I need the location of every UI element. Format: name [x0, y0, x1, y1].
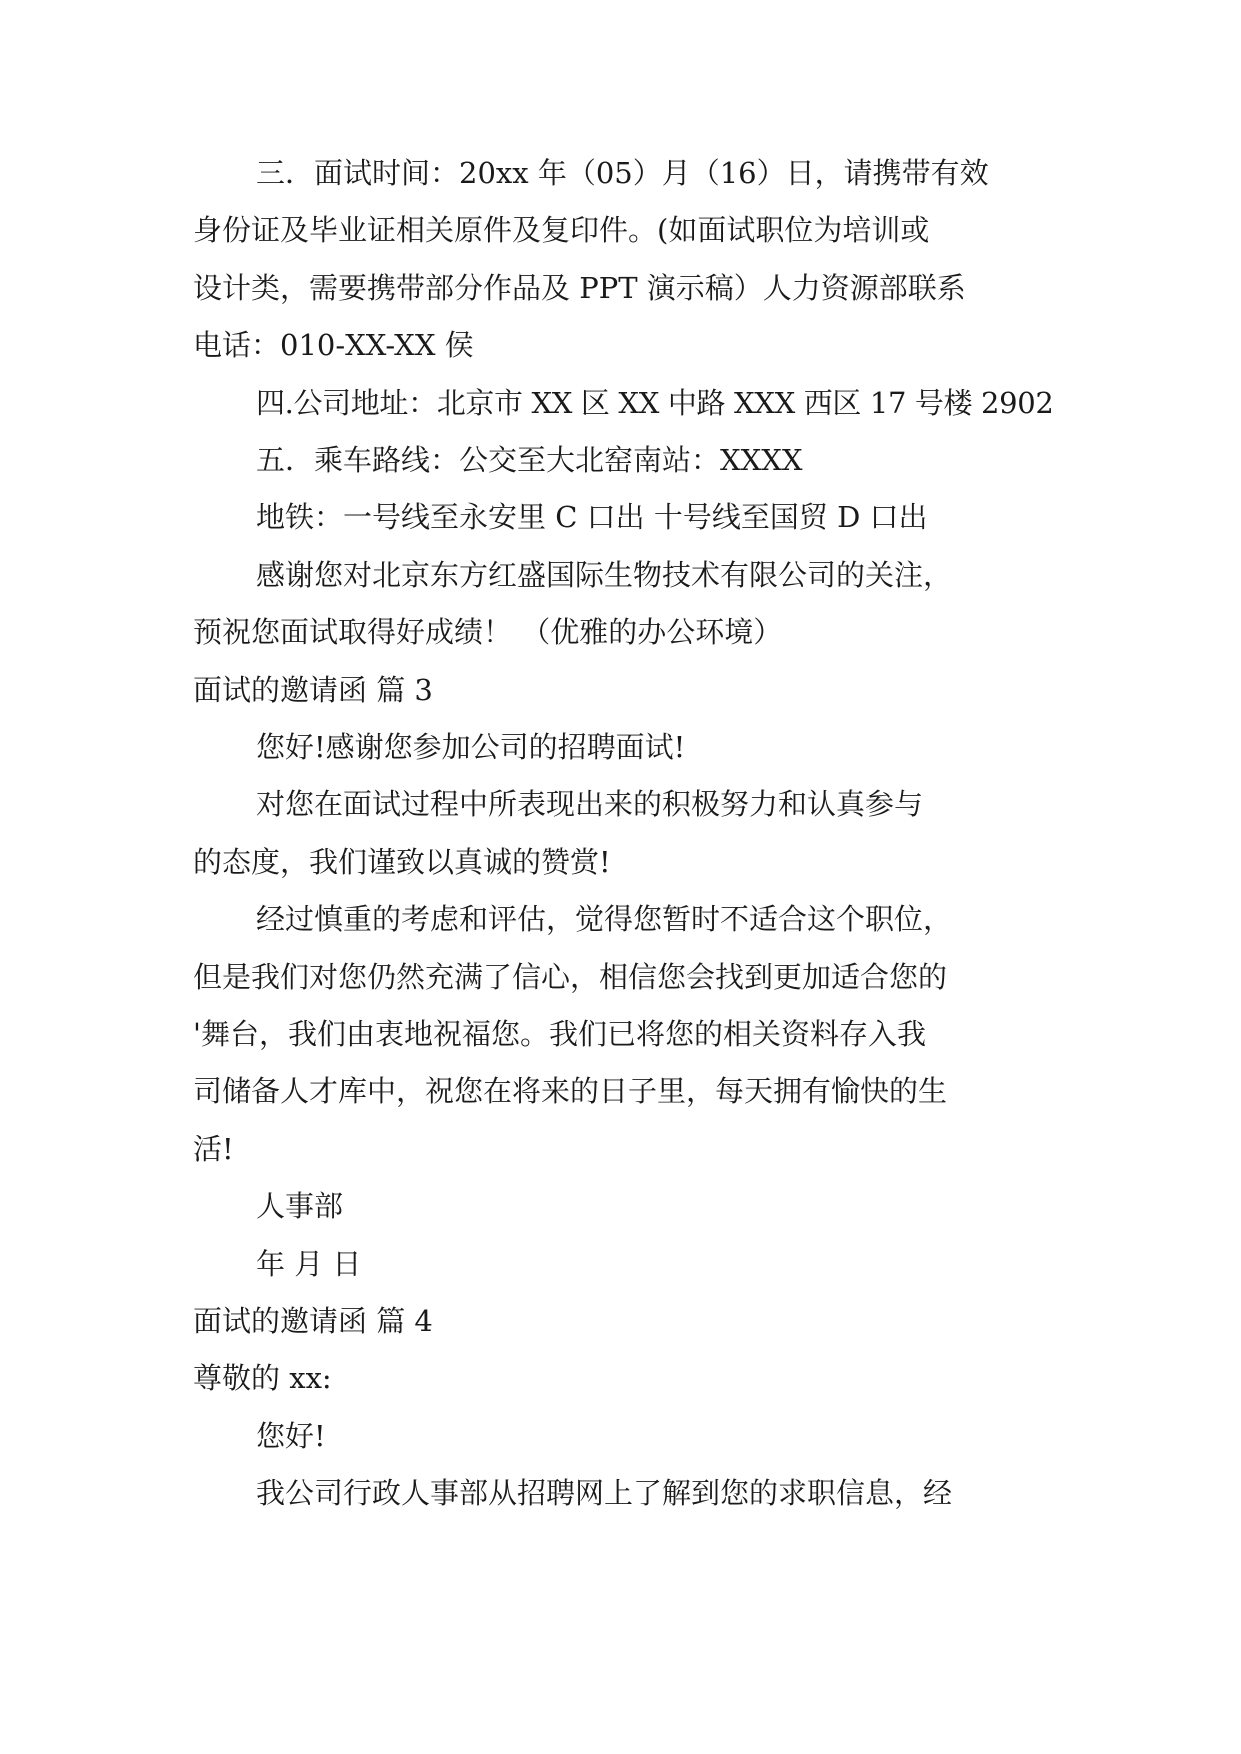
document-line: '舞台，我们由衷地祝福您。我们已将您的相关资料存入我: [193, 1017, 926, 1051]
document-line: 活!: [193, 1131, 234, 1166]
document-line: 经过慎重的考虑和评估，觉得您暂时不适合这个职位，: [256, 902, 953, 937]
document-line: 年 月 日: [256, 1246, 362, 1281]
document-line: 您好!感谢您参加公司的招聘面试!: [256, 730, 686, 764]
document-line: 面试的邀请函 篇 3: [193, 672, 433, 707]
document-line: 身份证及毕业证相关原件及复印件。(如面试职位为培训或: [193, 213, 930, 248]
document-line: 我公司行政人事部从招聘网上了解到您的求职信息，经: [256, 1476, 953, 1511]
document-line: 您好!: [256, 1418, 326, 1453]
document-line: 人事部: [256, 1189, 344, 1224]
document-line: 尊敬的 xx:: [193, 1361, 332, 1396]
document-line: 四.公司地址：北京市 XX 区 XX 中路 XXX 西区 17 号楼 2902: [256, 385, 1054, 420]
document-line: 五．乘车路线：公交至大北窑南站：XXXX: [256, 443, 803, 477]
document-line: 预祝您面试取得好成绩！ （优雅的办公环境）: [193, 615, 783, 650]
document-line: 设计类，需要携带部分作品及 PPT 演示稿）人力资源部联系: [193, 270, 966, 305]
document-line: 但是我们对您仍然充满了信心，相信您会找到更加适合您的: [193, 959, 948, 994]
document-line: 面试的邀请函 篇 4: [193, 1304, 433, 1338]
document-line: 司储备人才库中，祝您在将来的日子里，每天拥有愉快的生: [193, 1074, 948, 1109]
document-line: 地铁：一号线至永安里 C 口出 十号线至国贸 D 口出: [256, 500, 928, 535]
document-line: 的态度，我们谨致以真诚的赞赏!: [193, 844, 611, 879]
document-line: 三．面试时间：20xx 年（05）月（16）日，请携带有效: [256, 156, 989, 190]
document-line: 电话：010-XX-XX 侯: [193, 328, 474, 363]
document-line: 感谢您对北京东方红盛国际生物技术有限公司的关注，: [256, 557, 953, 592]
document-line: 对您在面试过程中所表现出来的积极努力和认真参与: [256, 787, 924, 822]
